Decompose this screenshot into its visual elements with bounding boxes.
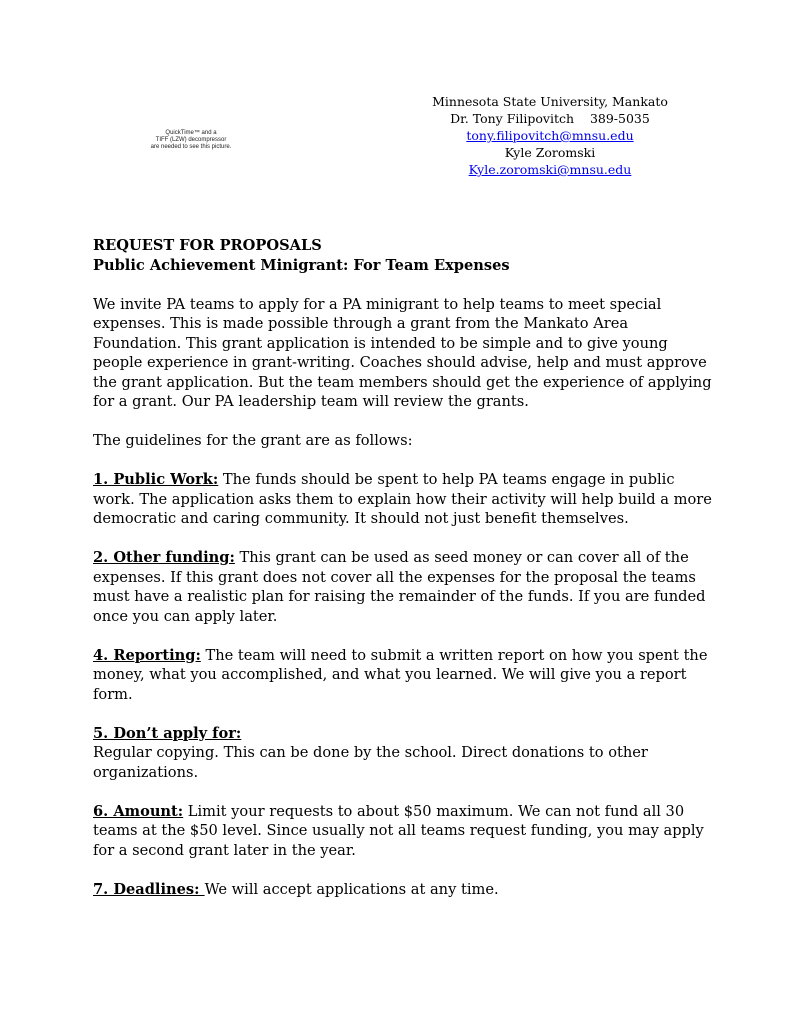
guideline-text: The team will need to submit a written report on how you spent the money, what you accomplished, and what you learned. We will give you a report form.	[93, 646, 708, 703]
guideline-text: We will accept applications at any time.	[204, 880, 499, 898]
placeholder-line: TIFF (LZW) decompressor	[155, 137, 227, 143]
guideline-label: 4. Reporting:	[93, 646, 201, 664]
person-2-name: Kyle Zoromski	[504, 145, 596, 160]
guideline-amount	[93, 802, 713, 861]
guideline-text: Regular copying. This can be done by the school. Direct donations to other organizations.	[93, 744, 648, 781]
placeholder-line: are needed to see this picture.	[150, 144, 232, 150]
image-placeholder	[138, 130, 244, 151]
guideline-label: 2. Other funding:	[93, 549, 235, 566]
document-title: REQUEST FOR PROPOSALS	[93, 237, 322, 254]
email-link-2[interactable]: Kyle.zoromski@mnsu.edu	[468, 162, 632, 177]
email-link-1[interactable]: tony.filipovitch@mnsu.edu	[466, 128, 634, 143]
guideline-text: This grant can be used as seed money or can cover all of the expenses. If this grant does not cover all the expenses for the proposal the teams must have a realistic plan for raising the remainder of the funds. If you are funded once you can apply later.	[93, 549, 706, 625]
document-body	[93, 236, 713, 919]
guidelines-intro: The guidelines for the grant are as follows:	[93, 432, 413, 449]
guideline-label: 1. Public Work:	[93, 471, 219, 488]
guideline-public-work	[93, 470, 713, 529]
guideline-text: Limit your requests to about $50 maximum. We can not fund all 30 teams at the $50 level. Since usually not all teams request funding, you may apply for a second grant later in the year.	[93, 802, 704, 859]
contact-person-1	[420, 110, 680, 127]
guideline-label: 6. Amount:	[93, 802, 184, 820]
guideline-label: 7. Deadlines:	[93, 880, 205, 898]
guideline-other-funding	[93, 548, 713, 626]
guideline-dont-apply	[93, 724, 713, 783]
contact-block	[420, 93, 680, 178]
intro-paragraph: We invite PA teams to apply for a PA minigrant to help teams to meet special expenses. This is made possible through a grant from the Mankato Area Foundation. This grant application is intended to be simple and to give young people experience in grant-writing. Coaches should advise, help and must approve the grant application. But the team members should get the experience of applying for a grant. Our PA leadership team will review the grants.	[93, 295, 712, 410]
document-subtitle: Public Achievement Minigrant: For Team Expenses	[93, 256, 510, 274]
guideline-reporting	[93, 646, 713, 705]
guideline-text: The funds should be spent to help PA teams engage in public work. The application asks them to explain how their activity will help build a more democratic and caring community. It should not just benefit themselves.	[93, 471, 712, 527]
guideline-deadlines	[93, 880, 713, 900]
guideline-label: 5. Don’t apply for:	[93, 724, 242, 742]
person-1-name: Dr. Tony Filipovitch	[450, 111, 575, 126]
university-name: Minnesota State University, Mankato	[432, 94, 668, 109]
person-1-phone: 389-5035	[589, 111, 650, 126]
placeholder-line: QuickTime™ and a	[165, 130, 217, 136]
